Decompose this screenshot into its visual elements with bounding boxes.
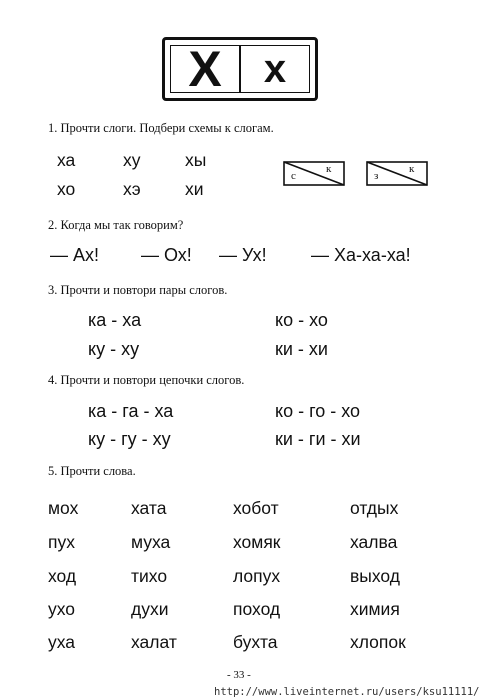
syllable-chain: ко - го - хо (275, 401, 361, 421)
word: уха (48, 632, 76, 652)
syllable-pair: ку - ху (88, 339, 140, 359)
syllable-chain: ку - гу - ху (88, 429, 171, 449)
word: выход (350, 566, 400, 586)
task3-heading: 3. Прочти и повтори пары слогов. (48, 283, 228, 297)
word: мох (48, 498, 79, 518)
syllable: ху (123, 150, 141, 170)
uppercase-letter: Х (188, 41, 222, 97)
syllable-scheme (283, 161, 345, 186)
word: бухта (233, 632, 278, 652)
scheme-left-letter: з (374, 170, 379, 182)
word: халва (350, 532, 398, 552)
source-url-watermark: http://www.liveinternet.ru/users/ksu11111/ (214, 686, 480, 698)
phrase: — Ох! (141, 245, 192, 265)
syllable: хи (185, 179, 204, 199)
scheme-left-letter: с (291, 170, 296, 182)
syllable: хо (57, 179, 76, 199)
scheme-right-letter: к (326, 163, 332, 175)
task5-heading: 5. Прочти слова. (48, 464, 136, 478)
page-number: - 33 - (227, 669, 251, 681)
syllable: хэ (123, 179, 141, 199)
phrase: — Ух! (219, 245, 267, 265)
word: отдых (350, 498, 399, 518)
phrase: — Ха-ха-ха! (311, 245, 411, 265)
syllable-pair: ки - хи (275, 339, 328, 359)
syllable-pair: ко - хо (275, 310, 328, 330)
word: ход (48, 566, 77, 586)
phrase: — Ах! (50, 245, 100, 265)
scheme-right-letter: к (409, 163, 415, 175)
syllable-scheme (366, 161, 428, 186)
word: пух (48, 532, 75, 552)
task1-heading: 1. Прочти слоги. Подбери схемы к слогам. (48, 121, 274, 135)
syllable-chain: ки - ги - хи (275, 429, 361, 449)
word: поход (233, 599, 281, 619)
syllable: хы (185, 150, 207, 170)
word: муха (131, 532, 171, 552)
word: хлопок (350, 632, 406, 652)
syllable-pair: ка - ха (88, 310, 142, 330)
syllable-chain: ка - га - ха (88, 401, 174, 421)
syllable: ха (57, 150, 76, 170)
word: хата (131, 498, 167, 518)
word: химия (350, 599, 400, 619)
word: лопух (233, 566, 281, 586)
word: хобот (233, 498, 279, 518)
word: хомяк (233, 532, 281, 552)
word: духи (131, 599, 169, 619)
lowercase-letter: х (263, 47, 287, 91)
task2-heading: 2. Когда мы так говорим? (48, 218, 184, 232)
letter-card (162, 37, 318, 101)
word: ухо (48, 599, 76, 619)
task4-heading: 4. Прочти и повтори цепочки слогов. (48, 373, 245, 387)
word: халат (131, 632, 177, 652)
word: тихо (131, 566, 168, 586)
